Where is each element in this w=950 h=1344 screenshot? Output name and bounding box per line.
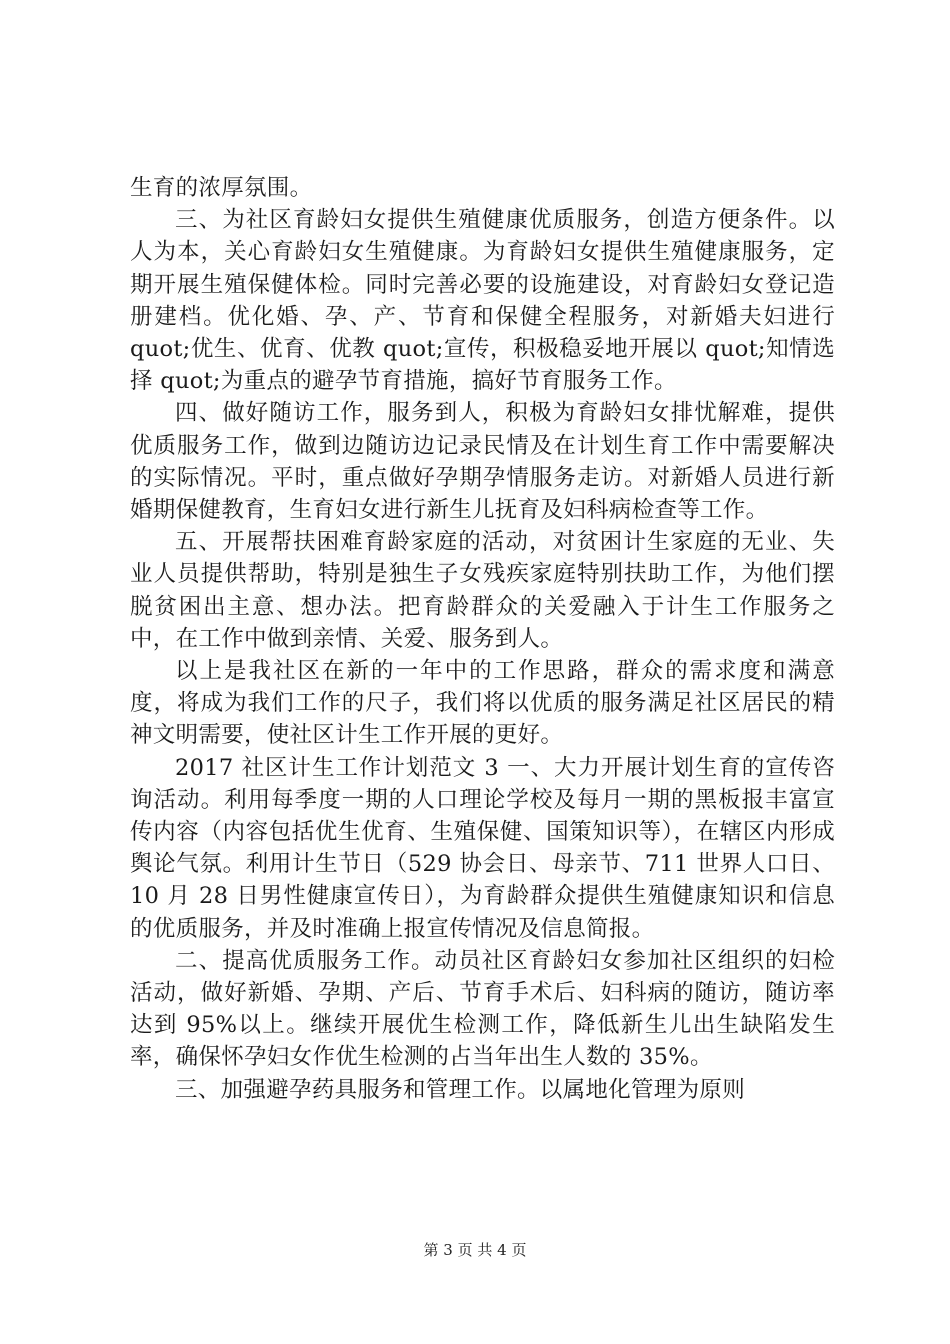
page-number-footer: 第 3 页 共 4 页 — [423, 1241, 527, 1259]
paragraph: 二、提高优质服务工作。动员社区育龄妇女参加社区组织的妇检活动，做好新婚、孕期、产后、节育手术后、妇科病的随访，随访率达到 95%以上。继续开展优生检测工作，降低新生儿出生缺陷发生率，确保怀孕妇女作优生检测的占当年出生人数的 35%。 — [130, 947, 835, 1071]
paragraph: 生育的浓厚氛围。 — [130, 175, 313, 201]
paragraph: 以上是我社区在新的一年中的工作思路，群众的需求度和满意度，将成为我们工作的尺子，我们将以优质的服务满足社区居民的精神文明需要，使社区计生工作开展的更好。 — [130, 658, 835, 749]
paragraph: 四、做好随访工作，服务到人，积极为育龄妇女排忧解难，提供优质服务工作，做到边随访边记录民情及在计划生育工作中需要解决的实际情况。平时，重点做好孕期孕情服务走访。对新婚人员进行新婚期保健教育，生育妇女进行新生儿抚育及妇科病检查等工作。 — [130, 400, 835, 524]
document-body — [130, 172, 835, 1106]
paragraph: 三、加强避孕药具服务和管理工作。以属地化管理为原则 — [175, 1076, 746, 1103]
paragraph: 三、为社区育龄妇女提供生殖健康优质服务，创造方便条件。以人为本，关心育龄妇女生殖健康。为育龄妇女提供生殖健康服务，定期开展生殖保健体检。同时完善必要的设施建设，对育龄妇女登记造册建档。优化婚、孕、产、节育和保健全程服务，对新婚夫妇进行 quot;优生、优育、优教 quot;宣传，积极稳妥地开展以 quot;知情选择 quot;为重点的避孕节育措施，搞好节育服务工作。 — [130, 207, 835, 395]
paragraph: 五、开展帮扶困难育龄家庭的活动，对贫困计生家庭的无业、失业人员提供帮助，特别是独生子女残疾家庭特别扶助工作，为他们摆脱贫困出主意、想办法。把育龄群众的关爱融入于计生工作服务之中，在工作中做到亲情、关爱、服务到人。 — [130, 529, 835, 652]
paragraph: 2017 社区计生工作计划范文 3 一、大力开展计划生育的宣传咨询活动。利用每季度一期的人口理论学校及每月一期的黑板报丰富宣传内容（内容包括优生优育、生殖保健、国策知识等），在辖区内形成舆论气氛。利用计生节日（529 协会日、母亲节、711 世界人口日、10 月 28 日男性健康宣传日），为育龄群众提供生殖健康知识和信息的优质服务，并及时准确上报宣传情况及信息简报。 — [130, 754, 835, 942]
